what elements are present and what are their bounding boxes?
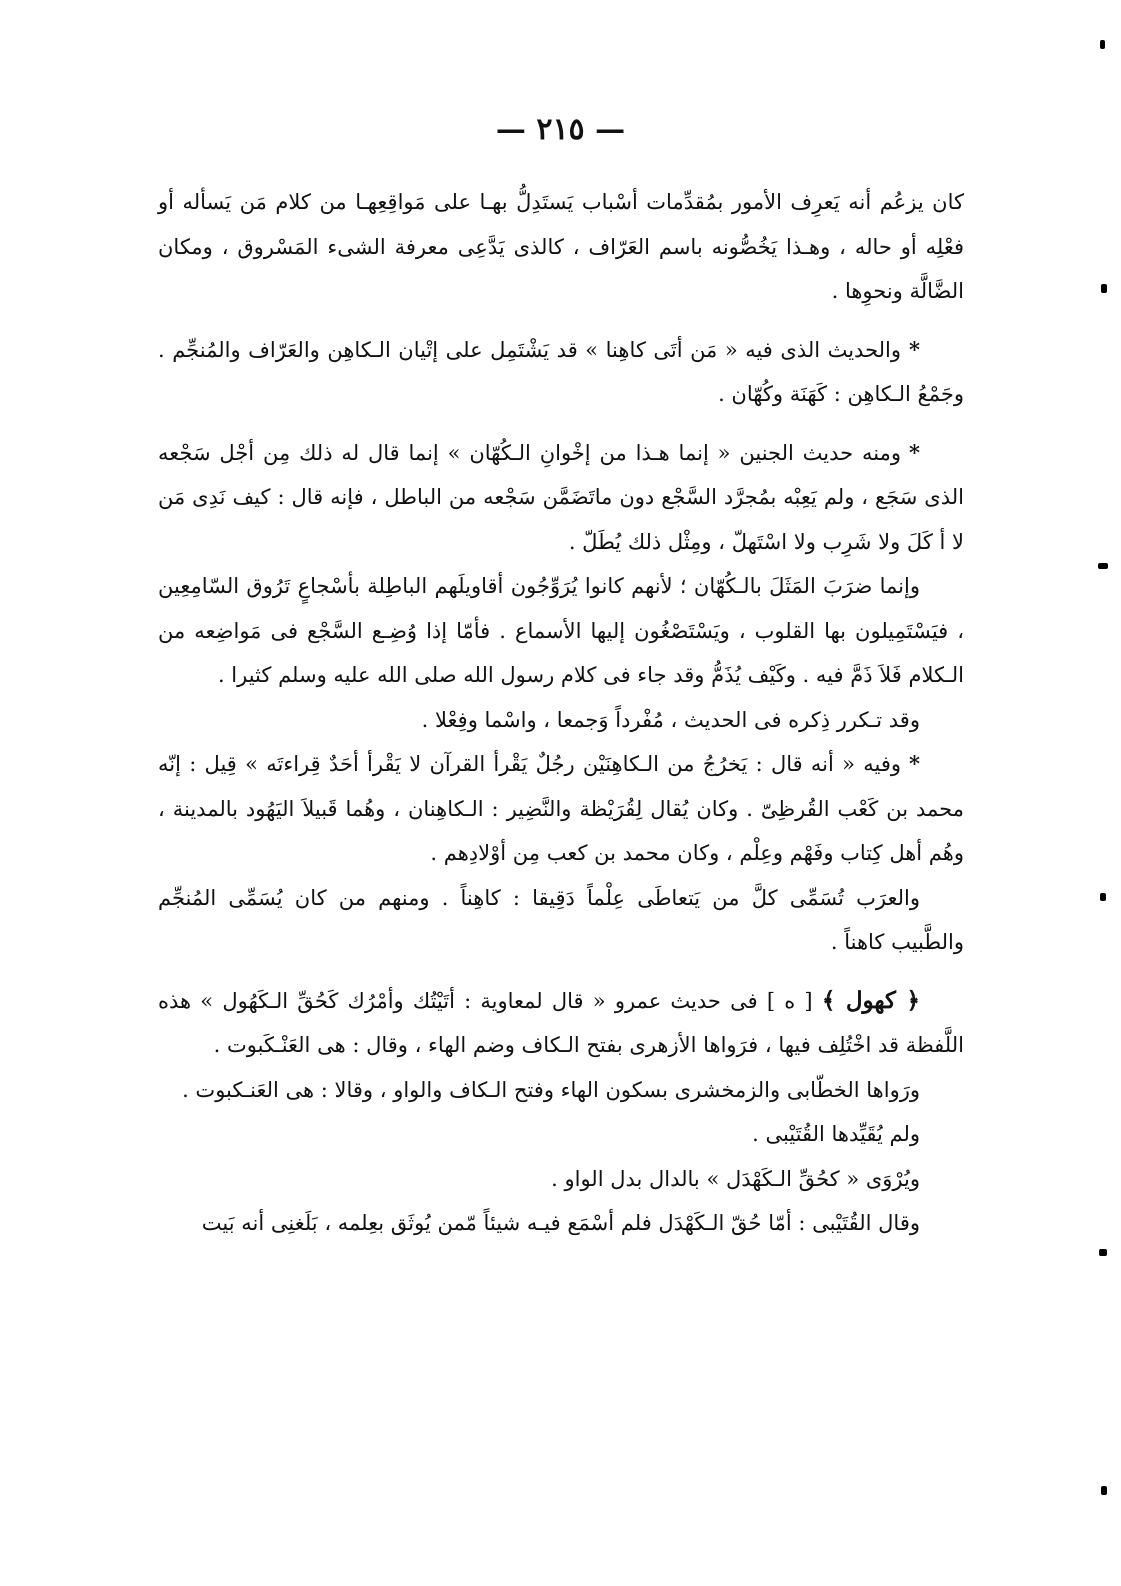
paragraph-text: والحديث الذى فيه « مَن أتَى كاهِنا » قد يَشْتَمِل على إتْيان الـكاهِن والعَرّاف والمُنجِّم . وجَمْعُ الـكاهِن : كَهَنَة وكُهّان .	[158, 337, 964, 406]
paragraph-10	[158, 1112, 964, 1157]
paragraph-text: ورَواها الخطّابى والزمخشرى بسكون الهاء وفتح الـكاف والواو ، وقالا : هى العَنـكبوت .	[182, 1077, 920, 1102]
paragraph-text: ومنه حديث الجنين « إنما هـذا من إخْوانِ الـكُهّان » إنما قال له ذلك مِن أجْل سَجْعه الذى سَجَع ، ولم يَعِبْه بمُجرَّد السَّجْع دون ماتَضَمَّن سَجْعه من الباطل ، فإنه قال : كيف نَدِى مَن لا أ كَلَ ولا شَرِب ولا اسْتَهلّ ، ومِثْل ذلك يُطَلّ .	[158, 440, 964, 554]
paragraph-7	[158, 876, 964, 965]
page-body	[158, 180, 964, 1246]
scan-edge-mark	[1100, 893, 1106, 901]
scan-edge-mark	[1100, 40, 1105, 49]
paragraph-text: ويُرْوَى « كحُقِّ الـكَهْدَل » بالدال بدل الواو .	[551, 1166, 920, 1191]
paragraph-text: وقد تـكرر ذِكره فى الحديث ، مُفْرداً وَجمعا ، واسْما وفِعْلا .	[421, 707, 920, 732]
entry-star-marker: *	[909, 439, 920, 465]
paragraph-text: وإنما ضرَبَ المَثَلَ بالـكُهّان ؛ لأنهم كانوا يُرَوِّجُون أقاويلَهم الباطِلة بأسْجاعٍ تَرُوق السّامِعِين ، فيَسْتَمِيلون بها القلوب ، ويَسْتَصْغُون إليها الأسماع . فأمّا إذا وُضِـع السَّجْع فى مَواضِعه من الـكلام فَلاَ ذَمَّ فيه . وكَيْف يُذَمُّ وقد جاء فى كلام رسول الله صلى الله عليه وسلم كثيرا .	[158, 574, 964, 687]
scan-edge-mark	[1101, 1486, 1107, 1495]
paragraph-8	[158, 979, 964, 1068]
paragraph-5	[158, 698, 964, 743]
paragraph-3	[158, 431, 964, 565]
paragraph-4	[158, 564, 964, 698]
scan-edge-mark	[1099, 1249, 1107, 1256]
paragraph-text: وقال القُتَيْبى : أمّا حُقّ الـكَهْدَل فلم أسْمَع فيـه شيئاً مّمن يُوثَق بعِلمه ، بَلَغنِى أنه بَيت	[201, 1211, 920, 1235]
paragraph-2	[158, 328, 964, 417]
entry-heading: ﴿ كهول ﴾	[821, 986, 920, 1014]
paragraph-text: وفيه « أنه قال : يَخرُجُ من الـكاهِنَيْن رجُلٌ يَقْرأ القرآن لا يَقْرأ أحَدٌ قِراءتَه » قِيل : إنّه محمد بن كَعْب القُرظِىّ . وكان يُقال لِقُرَيْظة والنَّضِير : الـكاهِنان ، وهُما قَبيلاَ اليَهُود بالمدينة ، وهُم أهل كِتاب وفَهْم وعِلْم ، وكان محمد بن كعب مِن أوْلادِهم .	[158, 752, 964, 865]
paragraph-text: كان يزعُم أنه يَعرِف الأمور بمُقدِّمات أسْباب يَستَدِلُّ بهـا على مَواقِعِهـا من كلام مَن يَسأله أو فعْلِه أو حاله ، وهـذا يَخُصُّونه باسم العَرّاف ، كالذى يَدَّعِى معرفة الشىء المَسْروق ، ومكان الضَّالَّة ونحوِها .	[158, 190, 964, 303]
paragraph-6	[158, 742, 964, 876]
entry-star-marker: *	[909, 751, 920, 776]
entry-star-marker: *	[909, 336, 920, 362]
entry-reference-mark: [ ه ]	[766, 988, 813, 1013]
paragraph-text: والعرَب تُسَمِّى كلَّ من يَتعاطَى عِلْماً دَقِيقا : كاهِناً . ومنهم من كان يُسَمِّى المُنجِّم والطَّبيب كاهناً .	[158, 885, 964, 954]
paragraph-text: ولم يُقَيِّدها القُتَيْبى .	[752, 1122, 920, 1146]
paragraph-9	[158, 1068, 964, 1113]
paragraph-11	[158, 1157, 964, 1202]
page-number: — ٢١٥ —	[495, 112, 626, 147]
scan-edge-mark	[1098, 563, 1108, 569]
paragraph-1	[158, 180, 964, 314]
paragraph-text: فى حديث عمرو « قال لمعاوية : أتَيْتُك وأمْرُك كَحُقِّ الـكَهُول » هذه اللَّفظة قد اخْتُلِف فيها ، فرَواها الأزهرى بفتح الـكاف وضم الهاء ، وقال : هى العَنْـكَبوت .	[158, 988, 964, 1057]
paragraph-12	[158, 1201, 964, 1246]
scan-edge-mark	[1101, 284, 1107, 293]
